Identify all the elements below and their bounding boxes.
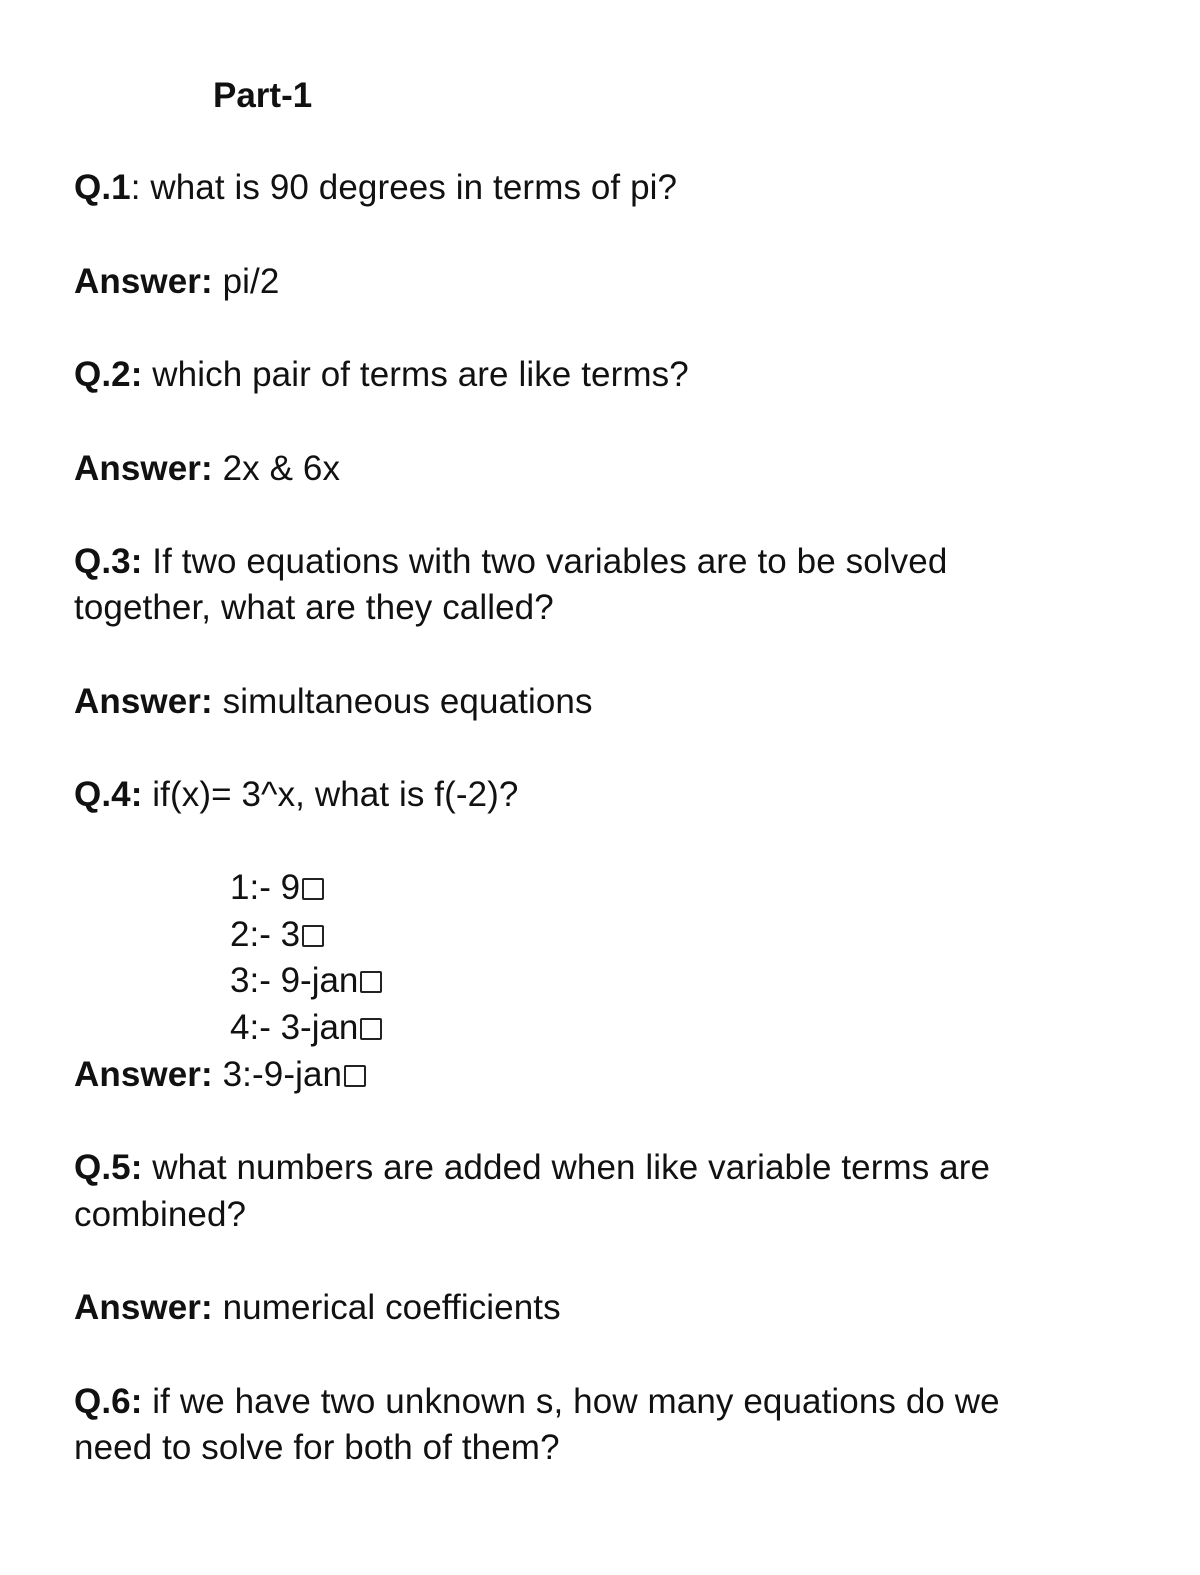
answer-4 xyxy=(74,1052,366,1098)
question-3-line-2 xyxy=(74,585,554,631)
question-4-label: Q.4: xyxy=(74,775,143,814)
checkbox-icon xyxy=(360,1018,382,1040)
checkbox-icon xyxy=(302,925,324,947)
question-6-line-2 xyxy=(74,1425,560,1471)
option-2 xyxy=(230,912,324,958)
answer-5-label: Answer: xyxy=(74,1288,213,1327)
option-4 xyxy=(230,1005,382,1051)
answer-4-label: Answer: xyxy=(74,1055,213,1094)
answer-3 xyxy=(74,679,593,725)
answer-5-text: numerical coefficients xyxy=(212,1288,561,1327)
answer-2-label: Answer: xyxy=(74,449,213,488)
question-5-label: Q.5: xyxy=(74,1148,143,1187)
answer-1-text: pi/2 xyxy=(212,262,280,301)
question-5-text-1: what numbers are added when like variable terms are xyxy=(142,1148,991,1187)
checkbox-icon xyxy=(302,878,324,900)
option-1-text: 1:- 9 xyxy=(230,868,301,907)
checkbox-icon xyxy=(344,1065,366,1087)
question-1-label: Q.1 xyxy=(74,168,131,207)
question-5-text-2: combined? xyxy=(74,1195,247,1234)
option-3 xyxy=(230,958,382,1004)
answer-3-label: Answer: xyxy=(74,682,213,721)
checkbox-icon xyxy=(360,971,382,993)
question-1-text: : what is 90 degrees in terms of pi? xyxy=(130,168,678,207)
question-2 xyxy=(74,352,689,398)
answer-1-label: Answer: xyxy=(74,262,213,301)
answer-1 xyxy=(74,259,279,305)
question-3-text-2: together, what are they called? xyxy=(74,588,554,627)
question-5-line-2 xyxy=(74,1192,246,1238)
question-2-text: which pair of terms are like terms? xyxy=(142,355,689,394)
answer-4-text: 3:-9-jan xyxy=(212,1055,343,1094)
question-3-line-1 xyxy=(74,539,947,585)
answer-5 xyxy=(74,1285,561,1331)
option-2-text: 2:- 3 xyxy=(230,915,301,954)
answer-3-text: simultaneous equations xyxy=(212,682,593,721)
page-title: Part-1 xyxy=(213,76,313,115)
option-4-text: 4:- 3-jan xyxy=(230,1008,359,1047)
answer-2 xyxy=(74,446,340,492)
question-5-line-1 xyxy=(74,1145,990,1191)
question-6-text-2: need to solve for both of them? xyxy=(74,1428,560,1467)
question-4-text: if(x)= 3^x, what is f(-2)? xyxy=(142,775,519,814)
option-1 xyxy=(230,865,324,911)
question-4 xyxy=(74,772,519,818)
question-2-label: Q.2: xyxy=(74,355,143,394)
option-3-text: 3:- 9-jan xyxy=(230,961,359,1000)
question-3-text-1: If two equations with two variables are to be solved xyxy=(142,542,948,581)
answer-2-text: 2x & 6x xyxy=(212,449,341,488)
question-6-line-1 xyxy=(74,1379,1000,1425)
question-6-label: Q.6: xyxy=(74,1382,143,1421)
question-6-text-1: if we have two unknown s, how many equations do we xyxy=(142,1382,1000,1421)
question-1 xyxy=(74,165,677,211)
question-3-label: Q.3: xyxy=(74,542,143,581)
